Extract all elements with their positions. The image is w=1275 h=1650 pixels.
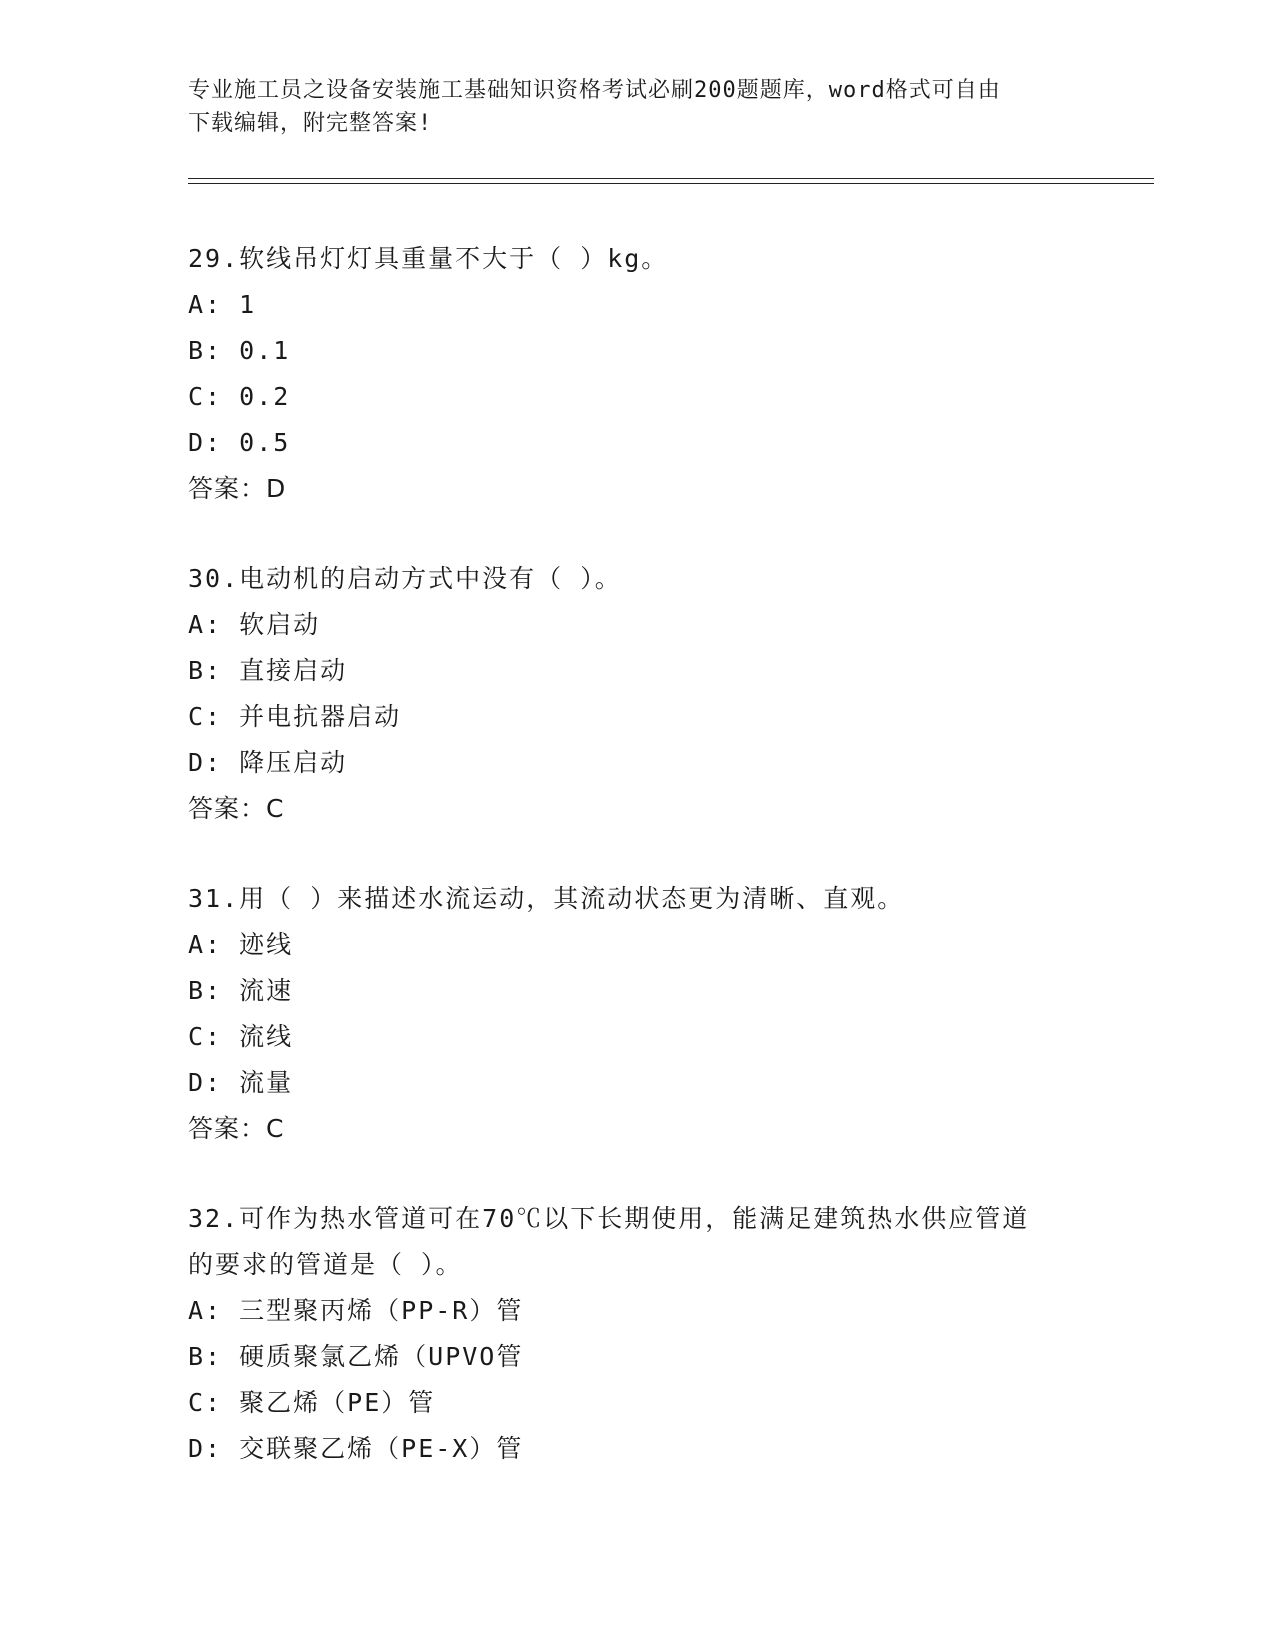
option-d: D: 降压启动 (188, 748, 348, 777)
question-30 (188, 556, 1088, 832)
option-a: A: 软启动 (188, 610, 321, 639)
option-b: B: 0.1 (188, 336, 291, 365)
option-c: C: 0.2 (188, 382, 291, 411)
option-d: D: 流量 (188, 1068, 294, 1097)
header-line-1: 专业施工员之设备安装施工基础知识资格考试必刷200题题库，word格式可自由 (188, 78, 1001, 103)
option-b: B: 硬质聚氯乙烯（UPVO管 (188, 1342, 524, 1371)
question-stem: 29.软线吊灯灯具重量不大于（ ）kg。 (188, 244, 669, 273)
header-divider-bottom (188, 183, 1154, 184)
question-stem: 31.用（ ）来描述水流运动，其流动状态更为清晰、直观。 (188, 884, 905, 913)
question-31 (188, 876, 1088, 1152)
option-b: B: 直接启动 (188, 656, 348, 685)
header-divider-top (188, 178, 1154, 179)
option-a: A: 三型聚丙烯（PP-R）管 (188, 1296, 524, 1325)
question-stem-line-1: 32.可作为热水管道可在70℃以下长期使用，能满足建筑热水供应管道 (188, 1204, 1030, 1233)
option-a: A: 1 (188, 290, 257, 319)
answer: 答案：C (188, 1114, 285, 1143)
option-d: D: 0.5 (188, 428, 291, 457)
option-c: C: 并电抗器启动 (188, 702, 402, 731)
document-header (188, 74, 1088, 140)
question-29 (188, 236, 1088, 512)
option-d: D: 交联聚乙烯（PE-X）管 (188, 1434, 524, 1463)
question-32 (188, 1196, 1088, 1472)
option-c: C: 流线 (188, 1022, 294, 1051)
answer: 答案：C (188, 794, 285, 823)
header-line-2: 下载编辑，附完整答案! (188, 111, 433, 136)
question-stem: 30.电动机的启动方式中没有（ ）。 (188, 564, 622, 593)
option-b: B: 流速 (188, 976, 294, 1005)
answer: 答案：D (188, 474, 287, 503)
question-stem-line-2: 的要求的管道是（ ）。 (188, 1250, 463, 1279)
option-c: C: 聚乙烯（PE）管 (188, 1388, 436, 1417)
option-a: A: 迹线 (188, 930, 294, 959)
